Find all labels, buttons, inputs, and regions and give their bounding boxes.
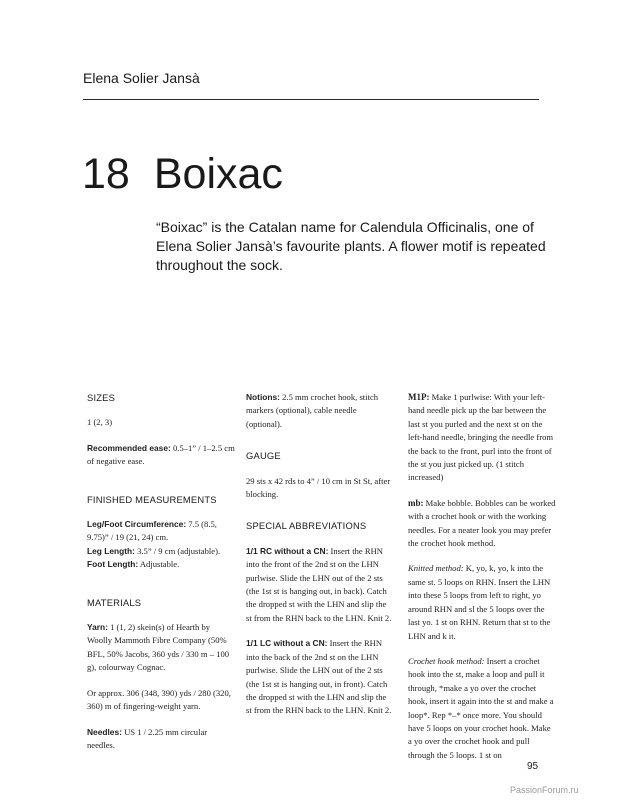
rc-paragraph [246,545,394,625]
lc-text: Insert the RHN into the back of the 2nd st on the LHN purlwise. Slide the LHN out of the 2 sts (the 1st st is hanging out, in front). Catch the dropped st with the LHN and slip the st from the RHN back to the LHN. Knit 2. [246,638,392,716]
materials-heading: MATERIALS [87,596,142,608]
pattern-title [82,148,283,200]
sizes-heading: SIZES [87,392,116,403]
leg-len-label: Leg Length: [87,545,135,556]
watermark: PassionForum.ru [510,785,579,795]
knitted-paragraph [408,562,556,642]
yarn-label: Yarn: [87,622,108,633]
page-number: 95 [527,761,539,772]
header-rule [83,99,539,100]
rc-text: Insert the RHN into the front of the 2nd st on the LHN purlwise. Slide the LHN out of the 2 sts (the 1st st is hanging out, in back). Catch the dropped st with the LHN and slip the st from the RHN back to the LHN. Knit 2. [246,545,392,623]
m1p-paragraph [408,391,556,485]
notions-paragraph [246,391,394,431]
ease-label: Recommended ease: [87,442,171,453]
ease-paragraph [87,442,235,469]
column-2 [246,391,394,730]
rc-label: 1/1 RC without a CN: [246,545,329,556]
foot-len-label: Foot Length: [87,559,139,570]
mb-label: mb: [408,497,424,508]
column-3 [408,391,556,774]
sizes-text: 1 (2, 3) [87,417,113,428]
gauge-heading: GAUGE [246,450,281,462]
mb-text: Make bobble. Bobbles can be worked with a crochet hook or with the working needles. For a neater look you may prefer the crochet hook method. [408,497,556,549]
needles-label: Needles: [87,726,122,737]
gauge-text: 29 sts x 42 rds to 4” / 10 cm in St St, after blocking. [246,475,391,500]
foot-len-paragraph [87,558,235,571]
intro-paragraph: “Boixac” is the Catalan name for Calendula Officinalis, one of Elena Solier Jansà’s favourite plants. A flower motif is repeated throughout the sock. [156,219,546,273]
crochet-label: Crochet hook method: [408,655,485,666]
lc-label: 1/1 LC without a CN: [246,638,328,649]
leg-len-paragraph [87,545,235,558]
yarn-paragraph [87,621,235,675]
ease-text: 0.5–1” / 1–2.5 cm of negative ease. [87,442,235,467]
mb-paragraph [408,497,556,551]
crochet-text: Insert a crochet hook into the st, make a loop and pull it through, *make a yo over the crochet hook, insert it again into the st and make a loop*. Rep *–* once more. You should have 5 loops on your crochet hook. Make a yo over the crochet hook and pull through the 5 loops. 1 st on [408,655,554,760]
m1p-text: Make 1 purlwise: With your left-hand needle pick up the bar between the last st you purled and the next st on the left-hand needle, bringing the needle from the back to the front, purl into the front of the st you just picked up. (1 stitch increased) [408,392,554,483]
pattern-number: 18 [82,150,130,198]
column-1 [87,391,235,764]
author-name: Elena Solier Jansà [83,70,200,86]
leg-circ-label: Leg/Foot Circumference: [87,519,187,530]
notions-label: Notions: [246,392,280,402]
yarn-text: 1 (1, 2) skein(s) of Hearth by Woolly Mammoth Fibre Company (50% BFL, 50% Jacobs, 360 yds / 330 m – 100 g), colourway Cognac. [87,622,230,673]
leg-circ-text: 7.5 (8.5, 9.75)” / 19 (21, 24) cm. [87,519,217,543]
pattern-name: Boixac [153,150,283,198]
needles-paragraph [87,726,235,753]
crochet-paragraph [408,655,556,762]
foot-len-text: Adjustable. [138,559,180,570]
notions-text: 2.5 mm crochet hook, stitch markers (optional), cable needle (optional). [246,392,379,429]
leg-circ-paragraph [87,518,235,545]
m1p-label: M1P: [408,392,430,402]
abbrev-heading: SPECIAL ABBREVIATIONS [246,520,367,532]
lc-paragraph [246,637,394,717]
knitted-label: Knitted method: [408,563,464,574]
approx-paragraph: Or approx. 306 (348, 390) yds / 280 (320, 360) m of fingering-weight yarn. [87,687,231,712]
knitted-text: K, yo, k, yo, k into the same st. 5 loops on RHN. Insert the LHN into these 5 loops from left to right, yo around RHN and sl the 5 loops over the last yo. 1 st on RHN. Return that st to the LHN and k it. [408,563,551,641]
needles-text: US 1 / 2.25 mm circular needles. [87,726,208,750]
finished-heading: FINISHED MEASUREMENTS [87,493,217,505]
leg-len-text: 3.5” / 9 cm (adjustable). [134,545,221,556]
